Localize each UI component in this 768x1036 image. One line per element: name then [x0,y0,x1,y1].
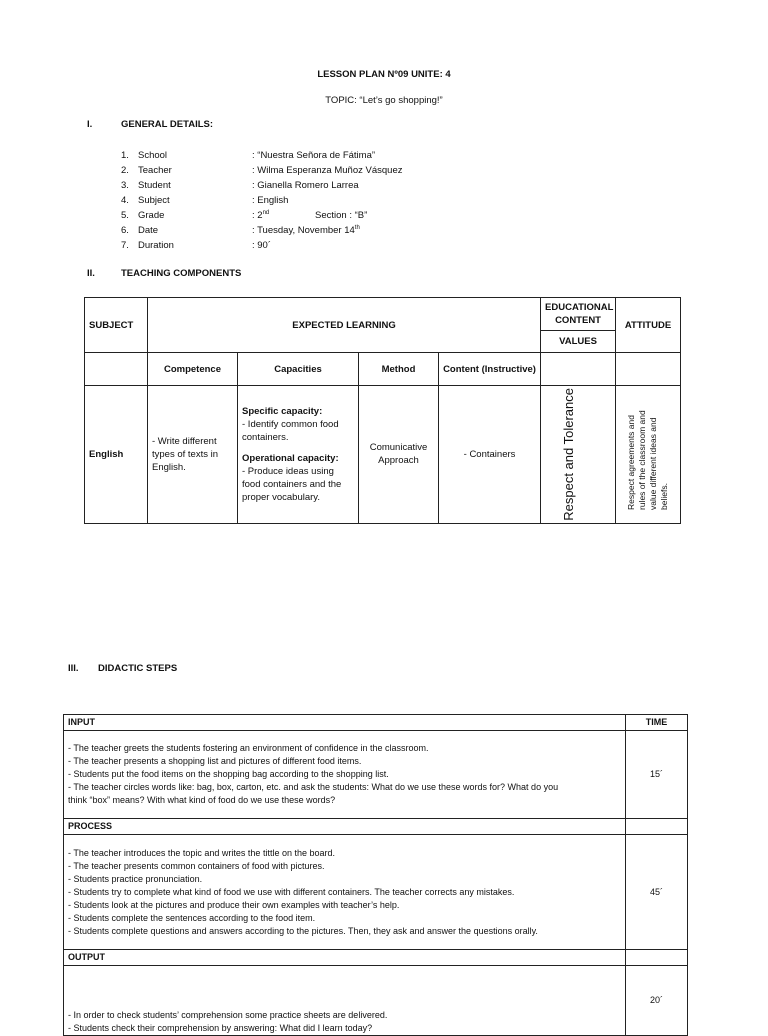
header-values: VALUES [541,331,616,353]
phase-name-process: PROCESS [64,819,626,835]
step-line: - Students complete questions and answers according to the pictures. Then, they ask and answer the questions orally. [68,925,538,936]
section-number: III. [68,663,79,674]
phase-lines-input [64,731,626,819]
phase-body-input [64,731,688,819]
detail-key: Grade [138,210,165,221]
operational-capacity-text: - Produce ideas using food containers and the proper vocabulary. [242,465,342,503]
header-competence: Competence [148,353,238,386]
step-line: - The teacher circles words like: bag, box, carton, etc. and ask the students: What do we use these words for? What do you [68,782,559,792]
grade-value: : 2 [252,210,263,221]
section-value: Section : “B” [315,210,368,221]
section-number: II. [87,268,95,279]
detail-row-subject [121,194,541,209]
section-number: I. [87,119,93,130]
detail-number: 1. [121,150,129,161]
phase-header-output [64,950,688,966]
cell-values [541,386,616,524]
phase-header-input [64,715,688,731]
detail-key: Date [138,225,159,236]
phase-time-output: 20´ [626,966,688,1036]
header-attitude: ATTITUDE [616,298,681,353]
detail-number: 7. [121,240,129,251]
detail-number: 2. [121,165,129,176]
detail-row-student [121,179,541,194]
time-header: TIME [626,715,688,731]
date-suffix: th [354,225,360,231]
detail-row-school [121,149,541,164]
detail-number: 3. [121,180,129,191]
step-line: - The teacher introduces the topic and writes the tittle on the board. [68,847,335,858]
step-line: - In order to check students’ comprehension some practice sheets are delivered. [68,1010,388,1020]
detail-value: : 90´ [252,240,272,251]
detail-value: : “Nuestra Señora de Fátima” [252,150,376,161]
phase-lines-process [64,835,626,950]
specific-capacity-text: - Identify common food containers. [242,418,339,443]
detail-number: 6. [121,225,129,236]
step-line: - The teacher presents common containers of food with pictures. [68,860,325,871]
grade-suffix: nd [262,210,270,216]
lesson-plan-title: LESSON PLAN Nº09 UNITE: 4 [317,69,451,80]
step-line: - Students practice pronunciation. [68,873,203,884]
date-value: : Tuesday, November 14 [252,225,355,236]
specific-capacity-title: Specific capacity: [242,405,323,417]
detail-number: 5. [121,210,129,221]
detail-key: School [138,150,168,161]
section-label: GENERAL DETAILS: [121,119,214,130]
detail-number: 4. [121,195,129,206]
phase-body-output [64,966,688,1036]
detail-row-date [121,224,541,239]
phase-name-output: OUTPUT [64,950,626,966]
subject-spacer [85,353,148,386]
detail-row-grade [121,209,541,224]
didactic-steps-table [63,714,688,1036]
step-line: - The teacher greets the students fostering an environment of confidence in the classroom. [68,743,429,753]
attitude-text: Respect agreements and rules of the classroom and value different ideas and beliefs. [626,410,670,511]
detail-key: Student [138,180,171,191]
time-empty [626,950,688,966]
section-label: TEACHING COMPONENTS [121,268,242,279]
header-expected-learning: EXPECTED LEARNING [148,298,541,353]
detail-value [252,209,269,222]
cell-content: - Containers [439,386,541,524]
lesson-topic: TOPIC: “Let’s go shopping!” [325,95,443,106]
detail-value: : Gianella Romero Larrea [252,180,359,191]
cell-attitude [616,386,681,524]
time-empty [626,819,688,835]
values-text: Respect and Tolerance [561,388,577,521]
detail-key: Teacher [138,165,172,176]
detail-row-teacher [121,164,541,179]
operational-capacity-title: Operational capacity: [242,452,339,464]
detail-value: : English [252,195,289,206]
detail-value: : Wilma Esperanza Muñoz Vásquez [252,165,403,176]
values-spacer [541,353,616,386]
header-method: Method [359,353,439,386]
header-subject: SUBJECT [85,298,148,353]
teaching-components-table [84,297,681,524]
step-line: - Students check their comprehension by answering: What did I learn today? [68,1023,373,1033]
cell-capacities [238,386,359,524]
phase-name-input: INPUT [64,715,626,731]
cell-method: Comunicative Approach [359,386,439,524]
header-educational-content: EDUCATIONAL CONTENT [541,298,616,331]
phase-body-process [64,835,688,950]
step-line: - Students look at the pictures and produce their own examples with teacher’s help. [68,899,400,910]
detail-row-duration [121,239,541,254]
phase-time-input: 15´ [626,731,688,819]
cell-competence: - Write different types of texts in English. [148,386,238,524]
phase-header-process [64,819,688,835]
capacity-gap [242,444,354,452]
phase-lines-output [64,966,626,1036]
step-line: - Students put the food items on the shopping bag according to the shopping list. [68,769,389,779]
general-details-list [121,149,541,254]
phase-time-process: 45´ [626,835,688,950]
step-line: - The teacher presents a shopping list and pictures of different food items. [68,756,362,766]
step-line: think “box” means? With what kind of food do we use these words? [68,795,336,805]
header-capacities: Capacities [238,353,359,386]
attitude-spacer [616,353,681,386]
step-line: - Students complete the sentences according to the food item. [68,912,316,923]
header-content: Content (Instructive) [439,353,541,386]
detail-value [252,224,360,237]
cell-subject: English [85,386,148,524]
detail-key: Duration [138,240,174,251]
section-label: DIDACTIC STEPS [98,663,178,674]
detail-key: Subject [138,195,170,206]
step-line: - Students try to complete what kind of food we use with different containers. The teacher corrects any mistakes. [68,886,515,897]
